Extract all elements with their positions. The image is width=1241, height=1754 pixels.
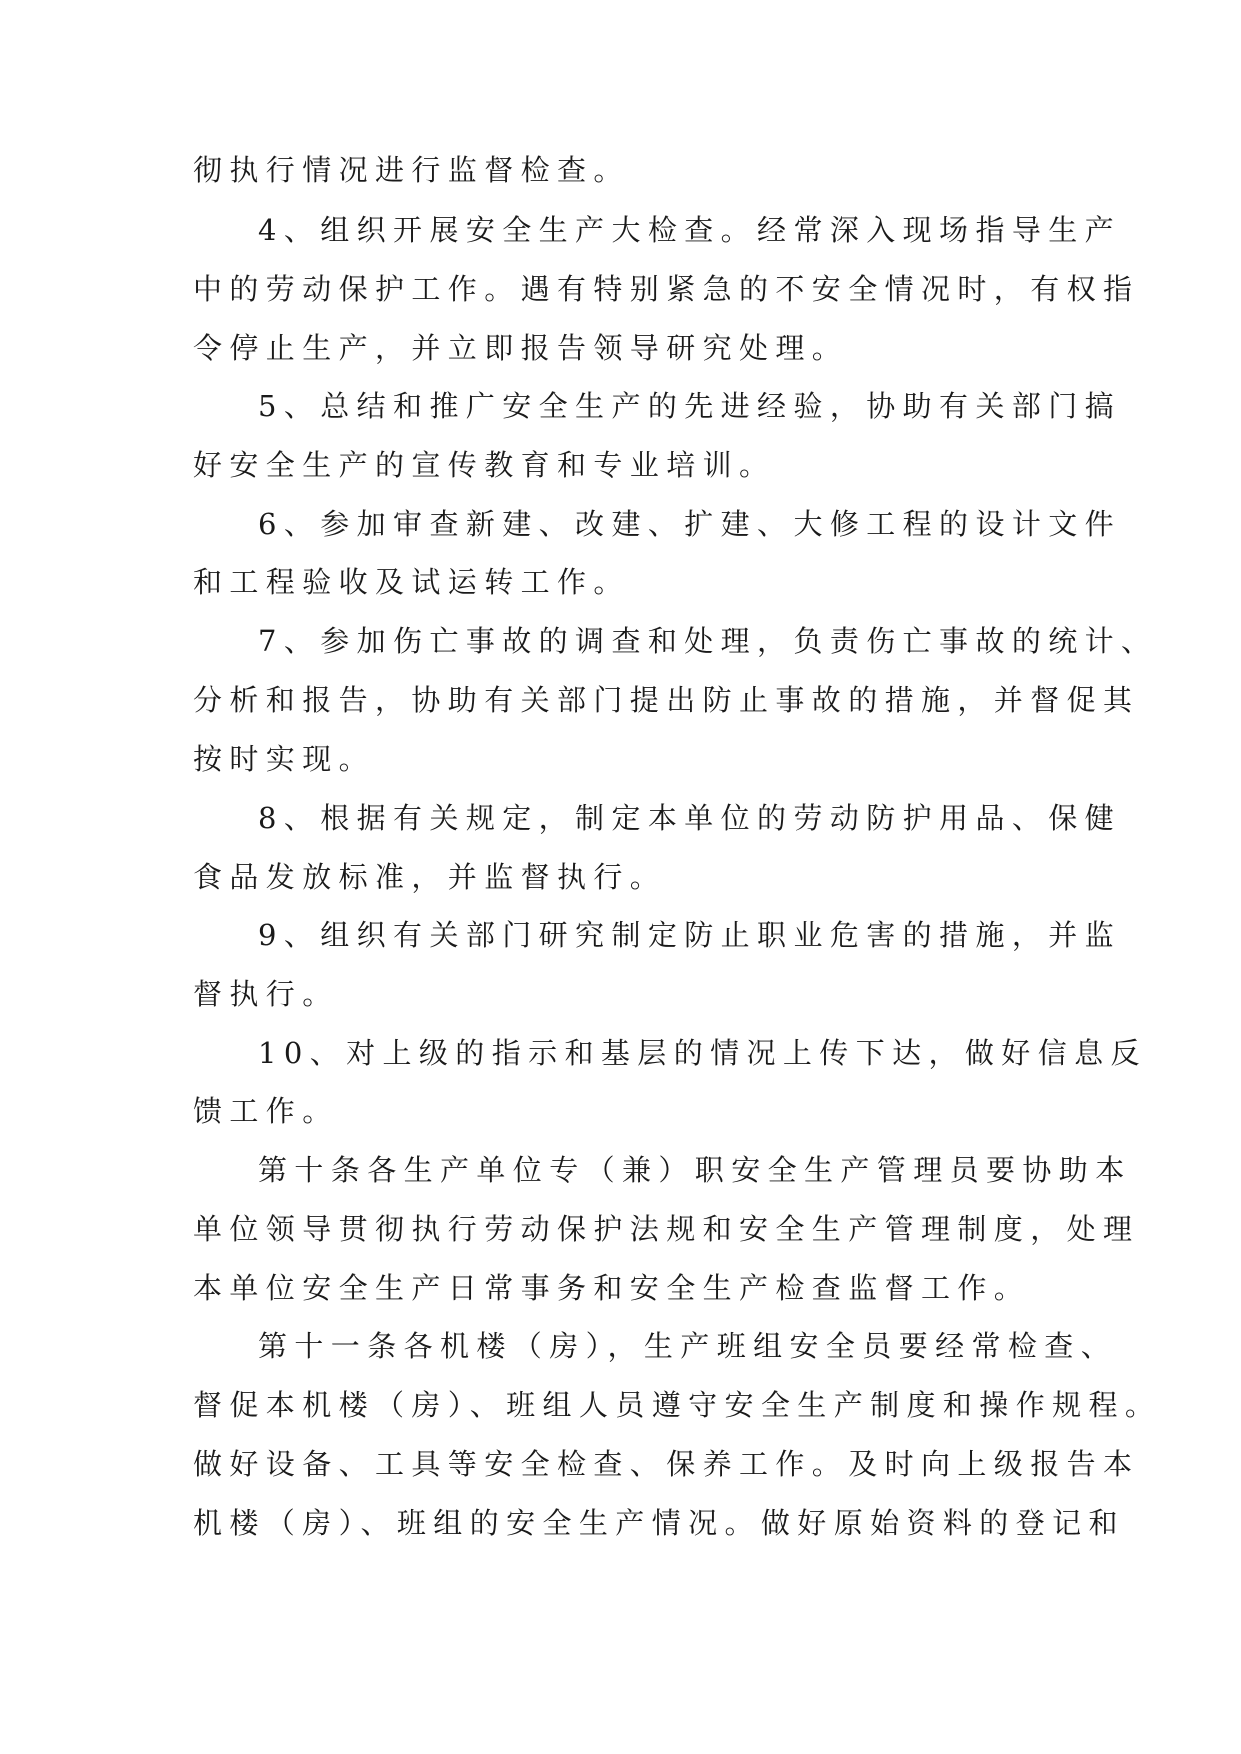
text-line: 督执行。 (193, 977, 339, 1011)
text-line: 好安全生产的宣传教育和专业培训。 (193, 448, 776, 482)
text-line: 督促本机楼（房）、班组人员遵守安全生产制度和操作规程。 (193, 1388, 1162, 1422)
text-line: 中的劳动保护工作。遇有特别紧急的不安全情况时，有权指 (193, 272, 1140, 306)
text-line: 单位领导贯彻执行劳动保护法规和安全生产管理制度，处理 (193, 1212, 1140, 1246)
text-line: 6、参加审查新建、改建、扩建、大修工程的设计文件 (258, 507, 1122, 541)
text-line: 第十一条各机楼（房），生产班组安全员要经常检查、 (258, 1329, 1118, 1363)
text-line: 5、总结和推广安全生产的先进经验，协助有关部门搞 (258, 389, 1122, 423)
text-line: 本单位安全生产日常事务和安全生产检查监督工作。 (193, 1271, 1031, 1305)
text-line: 10、对上级的指示和基层的情况上传下达，做好信息反 (258, 1036, 1147, 1070)
text-line: 机楼（房）、班组的安全生产情况。做好原始资料的登记和 (193, 1506, 1125, 1540)
text-line: 8、根据有关规定，制定本单位的劳动防护用品、保健 (258, 801, 1122, 835)
text-line: 做好设备、工具等安全检查、保养工作。及时向上级报告本 (193, 1447, 1140, 1481)
text-line: 馈工作。 (193, 1094, 339, 1128)
text-line: 分析和报告，协助有关部门提出防止事故的措施，并督促其 (193, 683, 1140, 717)
text-line: 和工程验收及试运转工作。 (193, 565, 630, 599)
text-line: 按时实现。 (193, 742, 376, 776)
text-line: 第十条各生产单位专（兼）职安全生产管理员要协助本 (258, 1153, 1132, 1187)
text-line: 7、参加伤亡事故的调查和处理，负责伤亡事故的统计、 (258, 624, 1158, 658)
text-line: 4、组织开展安全生产大检查。经常深入现场指导生产 (258, 213, 1122, 247)
text-line: 食品发放标准，并监督执行。 (193, 860, 667, 894)
text-line: 9、组织有关部门研究制定防止职业危害的措施，并监 (258, 918, 1122, 952)
text-line: 令停止生产，并立即报告领导研究处理。 (193, 331, 849, 365)
text-line: 彻执行情况进行监督检查。 (193, 153, 630, 187)
